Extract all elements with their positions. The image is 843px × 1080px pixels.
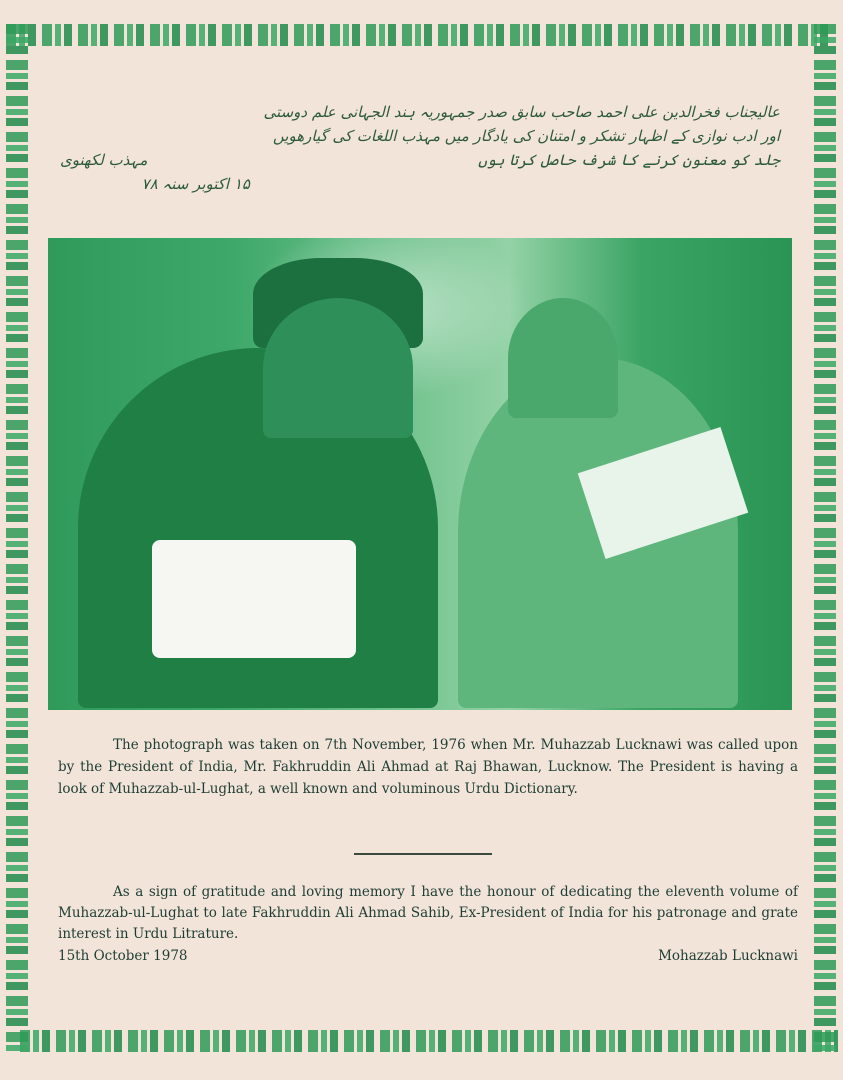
decorative-border-bottom [20, 1030, 838, 1052]
dedication-date: 15th October 1978 [58, 948, 188, 964]
urdu-line-1: عالیجناب فخرالدین علی احمد صاحب سابق صدر جمہوریہ ہند الجہانی علم دوستی [263, 103, 780, 121]
decorative-border-left [6, 24, 28, 1052]
head-left [263, 298, 413, 438]
urdu-line-3: جلد کو معنون کرنے کا شرف حاصل کرتا ہوں [478, 151, 780, 169]
english-dedication [58, 882, 798, 945]
dedication-text: As a sign of gratitude and loving memory I have the honour of dedicating the eleventh volume of Muhazzab-ul-Lughat to late Fakhruddin Ali Ahmad Sahib, Ex-President of India for his patronage and grate interest in Urdu Litrature. [58, 884, 798, 942]
divider-line [354, 853, 492, 855]
decorative-border-top [6, 24, 834, 46]
head-right [508, 298, 618, 418]
urdu-signature: مہذب لکھنوی [60, 151, 148, 169]
redacted-area [152, 540, 356, 658]
caption-text: The photograph was taken on 7th November, 1976 when Mr. Muhazzab Lucknawi was called upon by the President of India, Mr. Fakhruddin Ali Ahmad at Raj Bhawan, Lucknow. The President is having a look of Muhazzab-ul-Lughat, a well known and voluminous Urdu Dictionary. [58, 737, 798, 797]
photograph [48, 238, 792, 710]
decorative-border-right [814, 24, 836, 1052]
urdu-dedication [60, 100, 780, 196]
urdu-date: ۱۵ اکتوبر سنہ ۷۸ [141, 175, 250, 193]
photo-caption [58, 734, 798, 800]
urdu-line-2: اور ادب نوازی کے اظہار تشکر و امتنان کی یادگار میں مہذب اللغات کی گیارھویں [272, 127, 780, 145]
date-signature-row [58, 948, 798, 964]
dedication-signature: Mohazzab Lucknawi [658, 948, 798, 964]
